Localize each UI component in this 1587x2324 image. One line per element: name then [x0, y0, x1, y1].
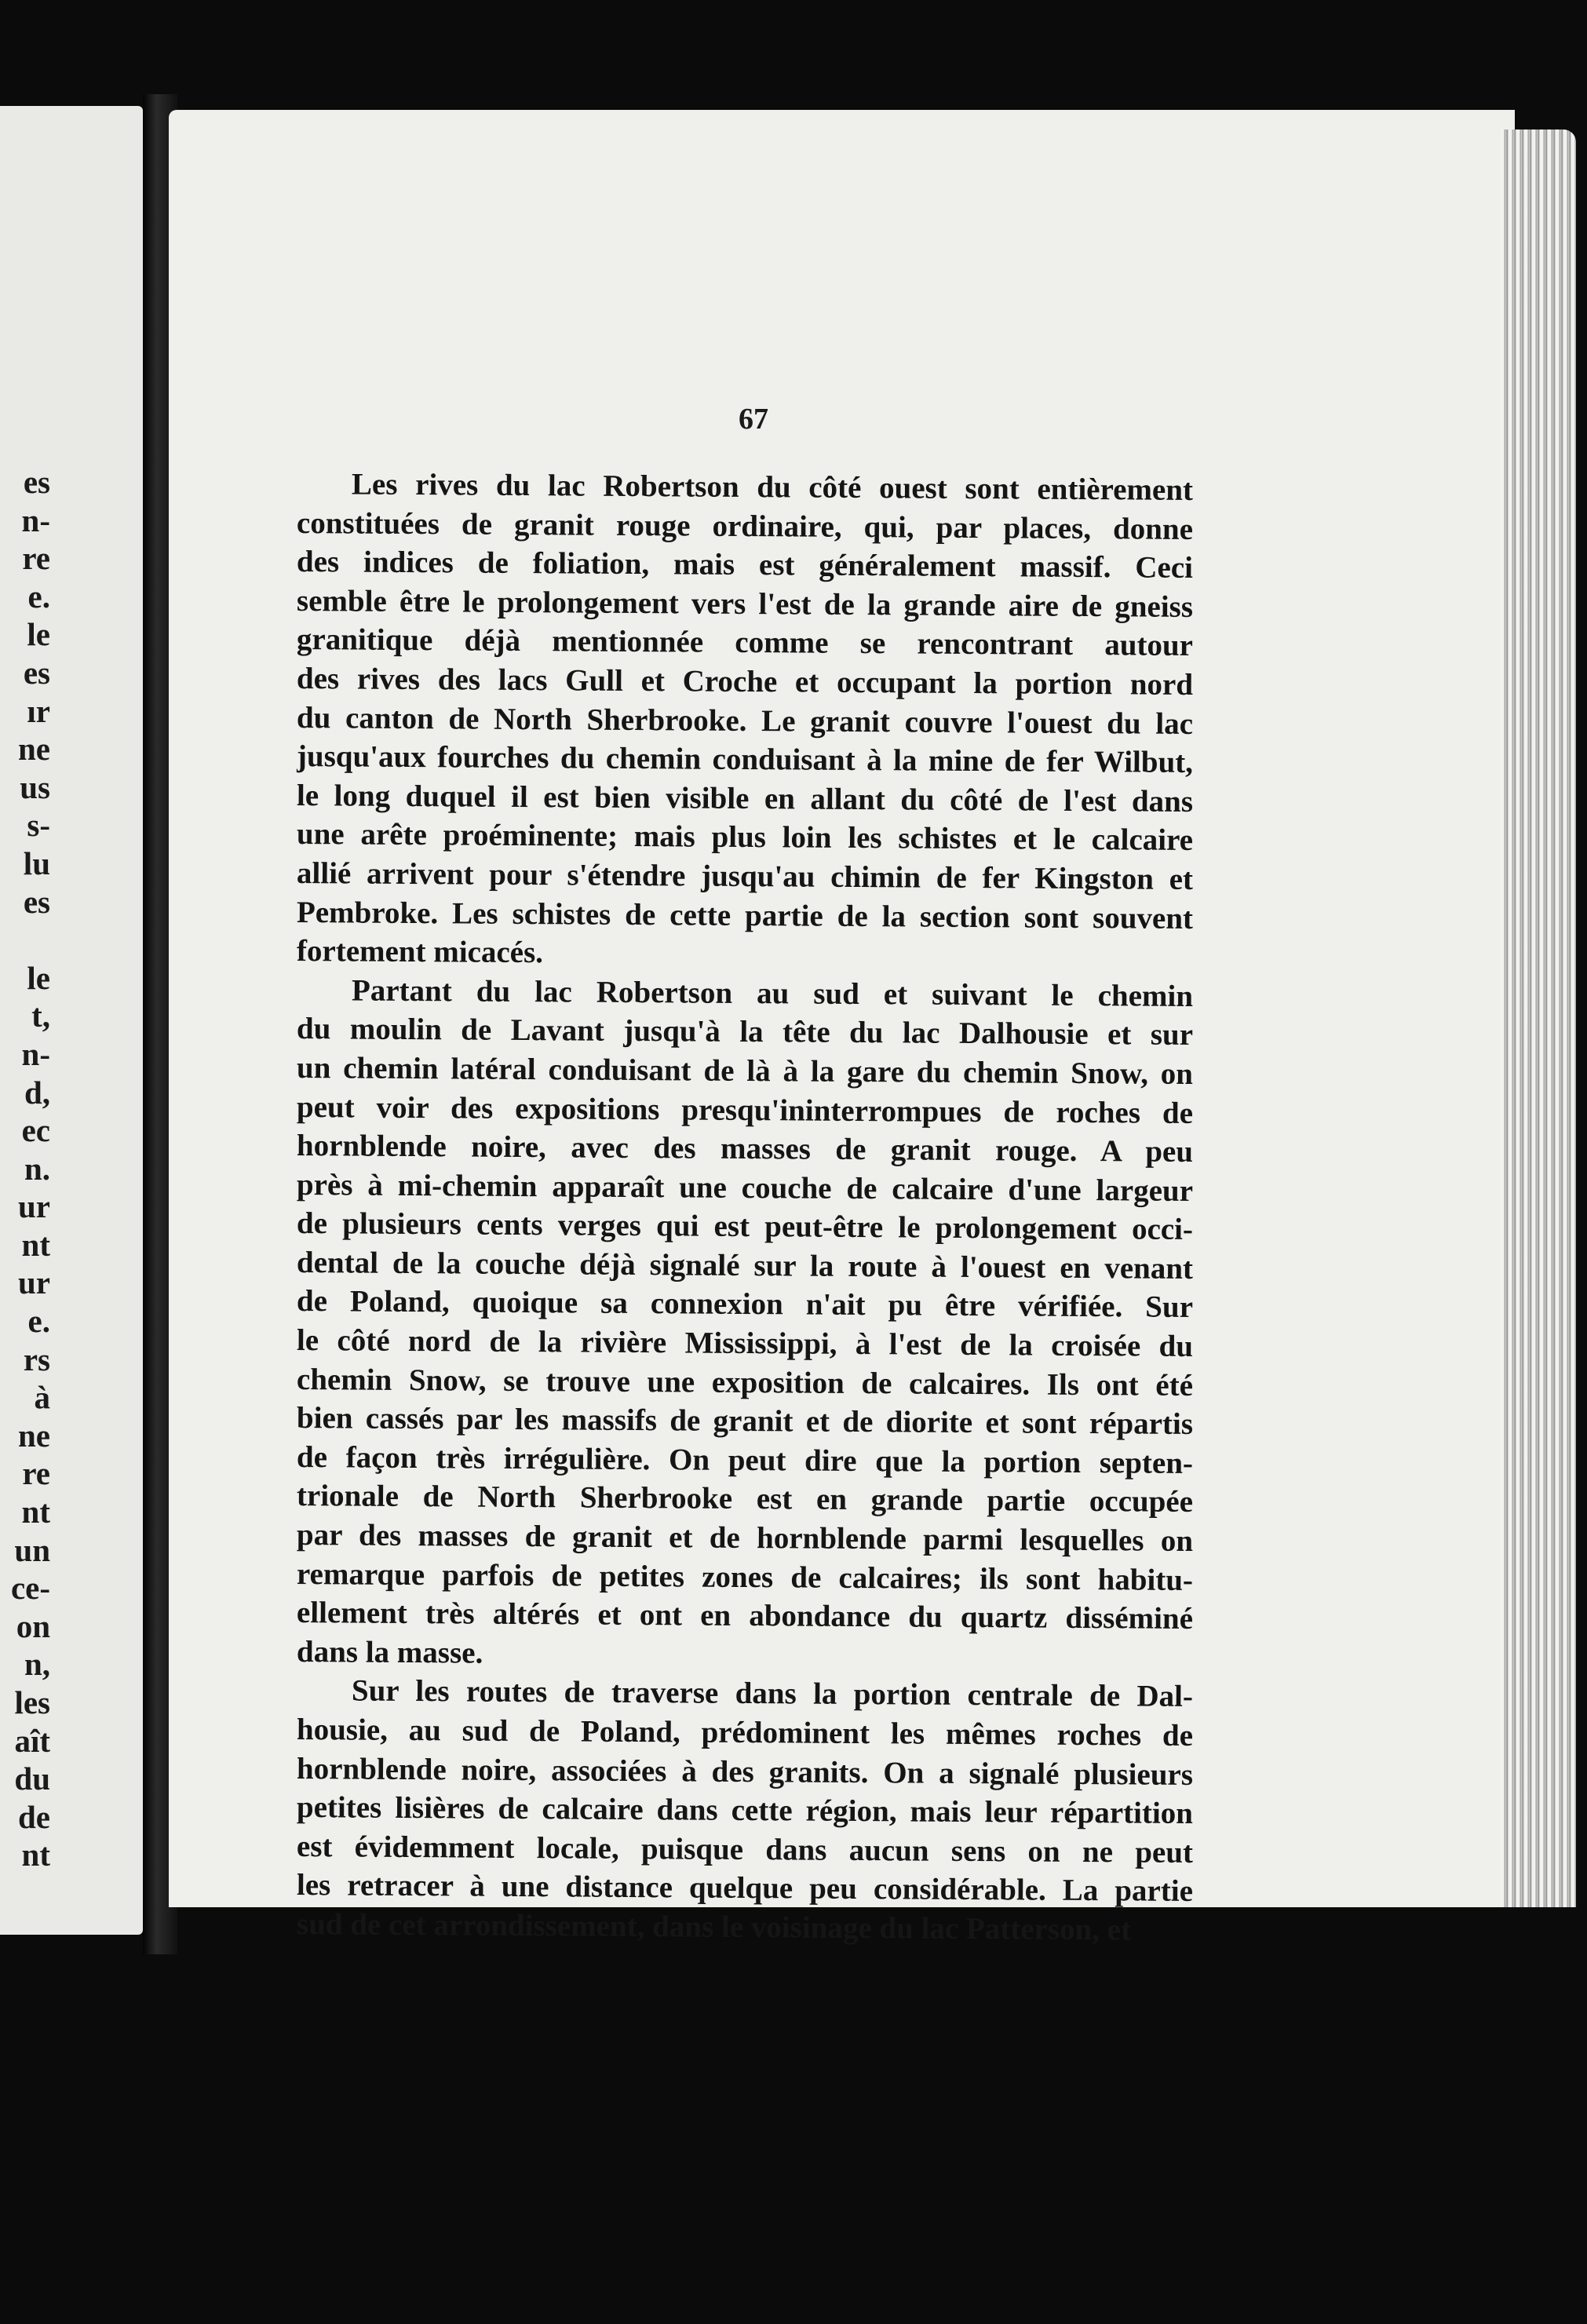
text-line: Les rives du lac Robertson du côté ouest sont entièrement [351, 467, 1194, 507]
left-fragment: ec [21, 1112, 50, 1149]
text-line: semble être le prolongement vers l'est de la grande aire de gneiss [296, 583, 1194, 624]
left-fragment: aît [14, 1722, 50, 1759]
left-fragment: le [27, 616, 50, 653]
text-line: un chemin latéral conduisant de là à la gare du chemin Snow, on [296, 1050, 1194, 1091]
text-line: le long duquel il est bien visible en allant du côté de l'est dans [296, 778, 1194, 819]
text-line: allié arrivent pour s'étendre jusqu'au chimin de fer Kingston et [296, 856, 1194, 896]
text-line: fortement micacés. [296, 934, 544, 970]
left-fragment: t, [31, 998, 50, 1034]
text-line: housie, au sud de Poland, prédominent les mêmes roches de [296, 1713, 1194, 1753]
left-fragment: un [14, 1531, 50, 1568]
text-line: de plusieurs cents verges qui est peut-être le prolongement occi- [296, 1206, 1194, 1247]
left-fragment: nt [21, 1226, 50, 1263]
left-fragment: n, [24, 1646, 50, 1683]
text-line: dans la masse. [296, 1634, 483, 1670]
left-fragment: nt [21, 1494, 50, 1530]
left-fragment: lu [23, 845, 50, 881]
left-fragment: us [20, 768, 50, 805]
text-line: Pembroke. Les schistes de cette partie de la section sont souvent [296, 895, 1194, 936]
left-fragment: ce- [10, 1570, 50, 1607]
left-fragment: les [14, 1684, 50, 1720]
text-line: remarque parfois de petites zones de calcaires; ils sont habitu- [296, 1556, 1194, 1597]
left-fragment: n- [21, 502, 50, 538]
text-line: Partant du lac Robertson au sud et suivant le chemin [351, 973, 1194, 1013]
left-fragment: ne [18, 1417, 50, 1454]
text-line: le côté nord de la rivière Mississippi, à l'est de la croisée du [296, 1323, 1194, 1364]
text-line: près à mi-chemin apparaît une couche de calcaire d'une largeur [296, 1167, 1194, 1208]
text-line: jusqu'aux fourches du chemin conduisant à la mine de fer Wilbut, [296, 739, 1194, 780]
body-text [296, 465, 1194, 1947]
left-page-edge [0, 106, 143, 1935]
page-stack-edge [1501, 130, 1576, 1907]
left-fragment: es [23, 464, 50, 500]
text-line: petites lisières de calcaire dans cette région, mais leur répartition [296, 1790, 1194, 1831]
text-line: granitique déjà mentionnée comme se rencontrant autour [296, 622, 1194, 663]
text-line: sud de cet arrondissement, dans le voisinage du lac Patterson, et [296, 1906, 1132, 1947]
left-fragment: ne [18, 731, 50, 768]
text-line: est évidemment locale, puisque dans aucun sens on ne peut [296, 1829, 1194, 1870]
text-line: de façon très irrégulière. On peut dire que la portion septen- [296, 1439, 1194, 1480]
left-fragment: du [14, 1760, 50, 1797]
left-fragment: re [22, 1455, 50, 1492]
text-line: hornblende noire, avec des masses de granit rouge. A peu [296, 1129, 1194, 1169]
text-line: chemin Snow, se trouve une exposition de calcaires. Ils ont été [296, 1362, 1194, 1403]
left-fragment [0, 921, 50, 959]
left-fragment: nt [21, 1837, 50, 1873]
left-fragment: à [34, 1379, 50, 1416]
left-fragment: ır [27, 692, 50, 729]
left-fragment: es [23, 883, 50, 920]
left-fragment: on [16, 1607, 50, 1644]
text-line: Sur les routes de traverse dans la portion centrale de Dal- [351, 1673, 1194, 1714]
text-line: des rives des lacs Gull et Croche et occupant la portion nord [296, 661, 1194, 702]
left-fragment: s- [27, 807, 50, 844]
paragraph-2 [297, 971, 1193, 1672]
left-fragment: rs [23, 1341, 50, 1377]
text-line: les retracer à une distance quelque peu considérable. La partie [296, 1868, 1194, 1909]
text-line: une arête proéminente; mais plus loin les schistes et le calcaire [296, 817, 1194, 858]
left-page-text-fragments [0, 463, 50, 1874]
text-line: des indices de foliation, mais est généralement massif. Ceci [296, 545, 1194, 586]
left-fragment: d, [24, 1074, 50, 1111]
text-line: hornblende noire, associées à des granits. On a signalé plusieurs [296, 1751, 1194, 1792]
paragraph-3 [296, 1671, 1194, 1947]
text-line: ellement très altérés et ont en abondance du quartz disséminé [296, 1596, 1194, 1636]
text-line: de Poland, quoique sa connexion n'ait pu être vérifiée. Sur [296, 1284, 1194, 1325]
text-line: trionale de North Sherbrooke est en grande partie occupée [296, 1479, 1194, 1520]
left-fragment: e. [27, 578, 50, 615]
left-fragment: ur [18, 1264, 50, 1301]
left-fragment: de [18, 1798, 50, 1835]
text-line: du moulin de Lavant jusqu'à la tête du lac Dalhousie et sur [296, 1012, 1194, 1053]
text-line: peut voir des expositions presqu'ininterrompues de roches de [296, 1089, 1194, 1130]
text-line: constituées de granit rouge ordinaire, qui, par places, donne [296, 505, 1194, 546]
left-fragment: le [27, 959, 50, 996]
text-line: par des masses de granit et de hornblende parmi lesquelles on [296, 1518, 1194, 1559]
left-fragment: e. [27, 1303, 50, 1340]
left-fragment: n- [21, 1035, 50, 1072]
text-line: dental de la couche déjà signalé sur la route à l'ouest en venant [296, 1245, 1194, 1286]
text-line: du canton de North Sherbrooke. Le granit couvre l'ouest du lac [296, 700, 1194, 741]
page-number: 67 [739, 403, 768, 436]
left-fragment: re [22, 540, 50, 577]
left-fragment: es [23, 654, 50, 691]
left-fragment: n. [24, 1150, 50, 1187]
left-fragment: ur [18, 1188, 50, 1225]
text-line: bien cassés par les massifs de granit et de diorite et sont répartis [296, 1401, 1194, 1442]
paragraph-1 [297, 465, 1193, 971]
